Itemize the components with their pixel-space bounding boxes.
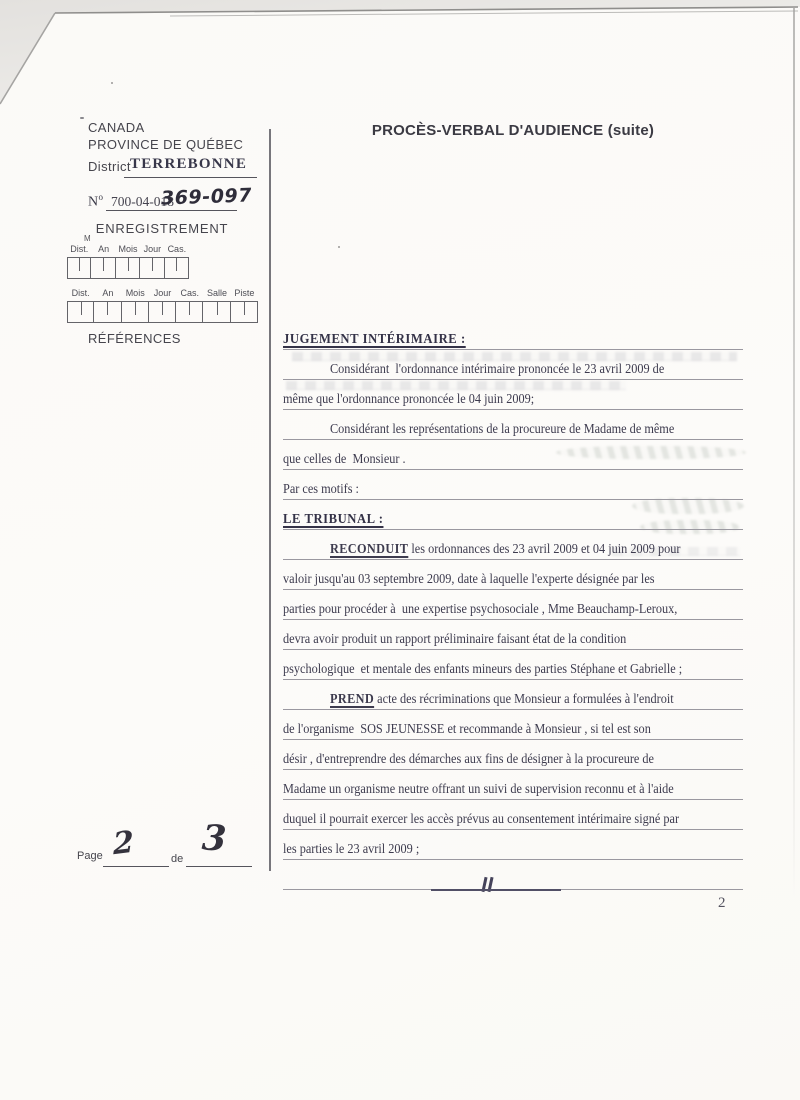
body-text-line: valoir jusqu'au 03 septembre 2009, date à laquelle l'experte désignée par les	[283, 560, 743, 590]
registration-box-cell	[165, 257, 189, 279]
registration-box-cell	[91, 257, 115, 279]
body-text-line: même que l'ordonnance prononcée le 04 juin 2009;	[283, 380, 743, 410]
registration-column	[231, 288, 258, 323]
registration-box-cell	[122, 301, 149, 323]
registration-column	[116, 244, 140, 279]
registration-column	[203, 288, 230, 323]
registration-box-cell	[203, 301, 230, 323]
registration-column	[149, 288, 176, 323]
body-text-line: duquel il pourrait exercer les accès prévus au consentement intérimaire signé par	[283, 800, 743, 830]
district-value: TERREBONNE	[130, 156, 248, 172]
body-text-line: désir , d'entreprendre des démarches aux fins de désigner à la procureure de	[283, 740, 743, 770]
registration-box-cell	[176, 301, 203, 323]
registration-column-label: Salle	[207, 288, 228, 298]
page-corner-diagonal-edge	[0, 13, 55, 104]
body-lead-word: PREND	[330, 691, 375, 706]
registration-section-title: ENREGISTREMENT	[95, 221, 229, 236]
page-current-underline	[103, 866, 169, 867]
body-text-line: psychologique et mentale des enfants mineurs des parties Stéphane et Gabrielle ;	[283, 650, 743, 680]
registration-box-cell	[94, 301, 121, 323]
page-total-handwritten: 3	[200, 817, 228, 860]
district-label: District	[88, 159, 131, 174]
page-current-handwritten: 2	[112, 824, 135, 863]
page-field-label: Page	[77, 850, 103, 862]
registration-box-cell	[116, 257, 140, 279]
page-separator-label: de	[171, 853, 184, 865]
country-label: CANADA	[88, 120, 145, 135]
case-number-letter: N	[88, 194, 99, 210]
registration-column	[67, 244, 91, 279]
body-lines	[283, 320, 743, 890]
registration-column-label: Cas.	[180, 288, 200, 298]
references-label: RÉFÉRENCES	[88, 331, 181, 346]
page-top-edge-line	[55, 7, 798, 13]
registration-column	[67, 288, 94, 323]
case-number-underline	[106, 210, 237, 211]
registration-box-cell	[67, 301, 94, 323]
registration-column	[91, 244, 115, 279]
page-total-underline	[186, 866, 252, 867]
body-text-line: de l'organisme SOS JEUNESSE et recommande à Monsieur , si tel est son	[283, 710, 743, 740]
body-text-line: les parties le 23 avril 2009 ;	[283, 830, 743, 860]
end-of-text-mark	[483, 877, 494, 897]
province-label: PROVINCE DE QUÉBEC	[88, 137, 244, 152]
district-underline	[124, 177, 257, 178]
case-number-typed: 700-04-018	[111, 194, 174, 209]
registration-column-label: Dist.	[70, 244, 89, 254]
body-end-line	[283, 860, 743, 890]
case-number-label	[88, 192, 103, 211]
registration-column	[94, 288, 121, 323]
body-text-line: PREND acte des récriminations que Monsieur a formulées à l'endroit	[283, 680, 743, 710]
registration-column-label: Mois	[125, 288, 145, 298]
registration-column	[140, 244, 164, 279]
body-text-line: parties pour procéder à une expertise psychosociale , Mme Beauchamp-Leroux,	[283, 590, 743, 620]
registration-row-2	[67, 288, 258, 323]
scan-speck	[111, 82, 113, 84]
registration-box-cell	[231, 301, 258, 323]
registration-column-label: An	[102, 288, 114, 298]
registration-box-cell	[149, 301, 176, 323]
registration-column-label: Jour	[143, 244, 162, 254]
registration-box-cell	[67, 257, 91, 279]
registration-box-cell	[140, 257, 164, 279]
registration-row-1	[67, 244, 189, 279]
body-section-heading-line: JUGEMENT INTÉRIMAIRE :	[283, 320, 743, 350]
document-title: PROCÈS-VERBAL D'AUDIENCE (suite)	[371, 122, 655, 139]
column-divider-line	[269, 129, 271, 871]
body-text-line: que celles de Monsieur .	[283, 440, 743, 470]
scan-speck	[80, 117, 84, 119]
body-text-line: Madame un organisme neutre offrant un suivi de supervision reconnu et à l'aide	[283, 770, 743, 800]
registration-column-label: An	[98, 244, 110, 254]
registration-column-label: Piste	[234, 288, 255, 298]
m-label: M	[84, 234, 91, 243]
body-text-line: Considérant l'ordonnance intérimaire prononcée le 23 avril 2009 de	[283, 350, 743, 380]
body-text-line: RECONDUIT les ordonnances des 23 avril 2009 et 04 juin 2009 pour	[283, 530, 743, 560]
page-top-edge-shadow-line	[170, 11, 798, 16]
body-text-line: Considérant les représentations de la procureure de Madame de même	[283, 410, 743, 440]
footer-page-number: 2	[718, 895, 726, 911]
registration-column-label: Jour	[153, 288, 172, 298]
registration-column-label: Cas.	[167, 244, 187, 254]
case-number-superscript: o	[98, 192, 104, 202]
scan-corner-background	[0, 0, 800, 104]
case-number-handwritten: 369-097	[159, 184, 254, 210]
registration-column-label: Mois	[118, 244, 138, 254]
page-right-edge-line	[793, 8, 795, 898]
registration-column-label: Dist.	[71, 288, 90, 298]
body-text-line: devra avoir produit un rapport préliminaire faisant état de la condition	[283, 620, 743, 650]
registration-column	[176, 288, 203, 323]
body-section-heading-line: LE TRIBUNAL :	[283, 500, 743, 530]
scan-speck	[338, 246, 340, 248]
body-lead-word: RECONDUIT	[330, 541, 409, 556]
registration-column	[122, 288, 149, 323]
registration-column	[165, 244, 189, 279]
body-text-line: Par ces motifs :	[283, 470, 743, 500]
